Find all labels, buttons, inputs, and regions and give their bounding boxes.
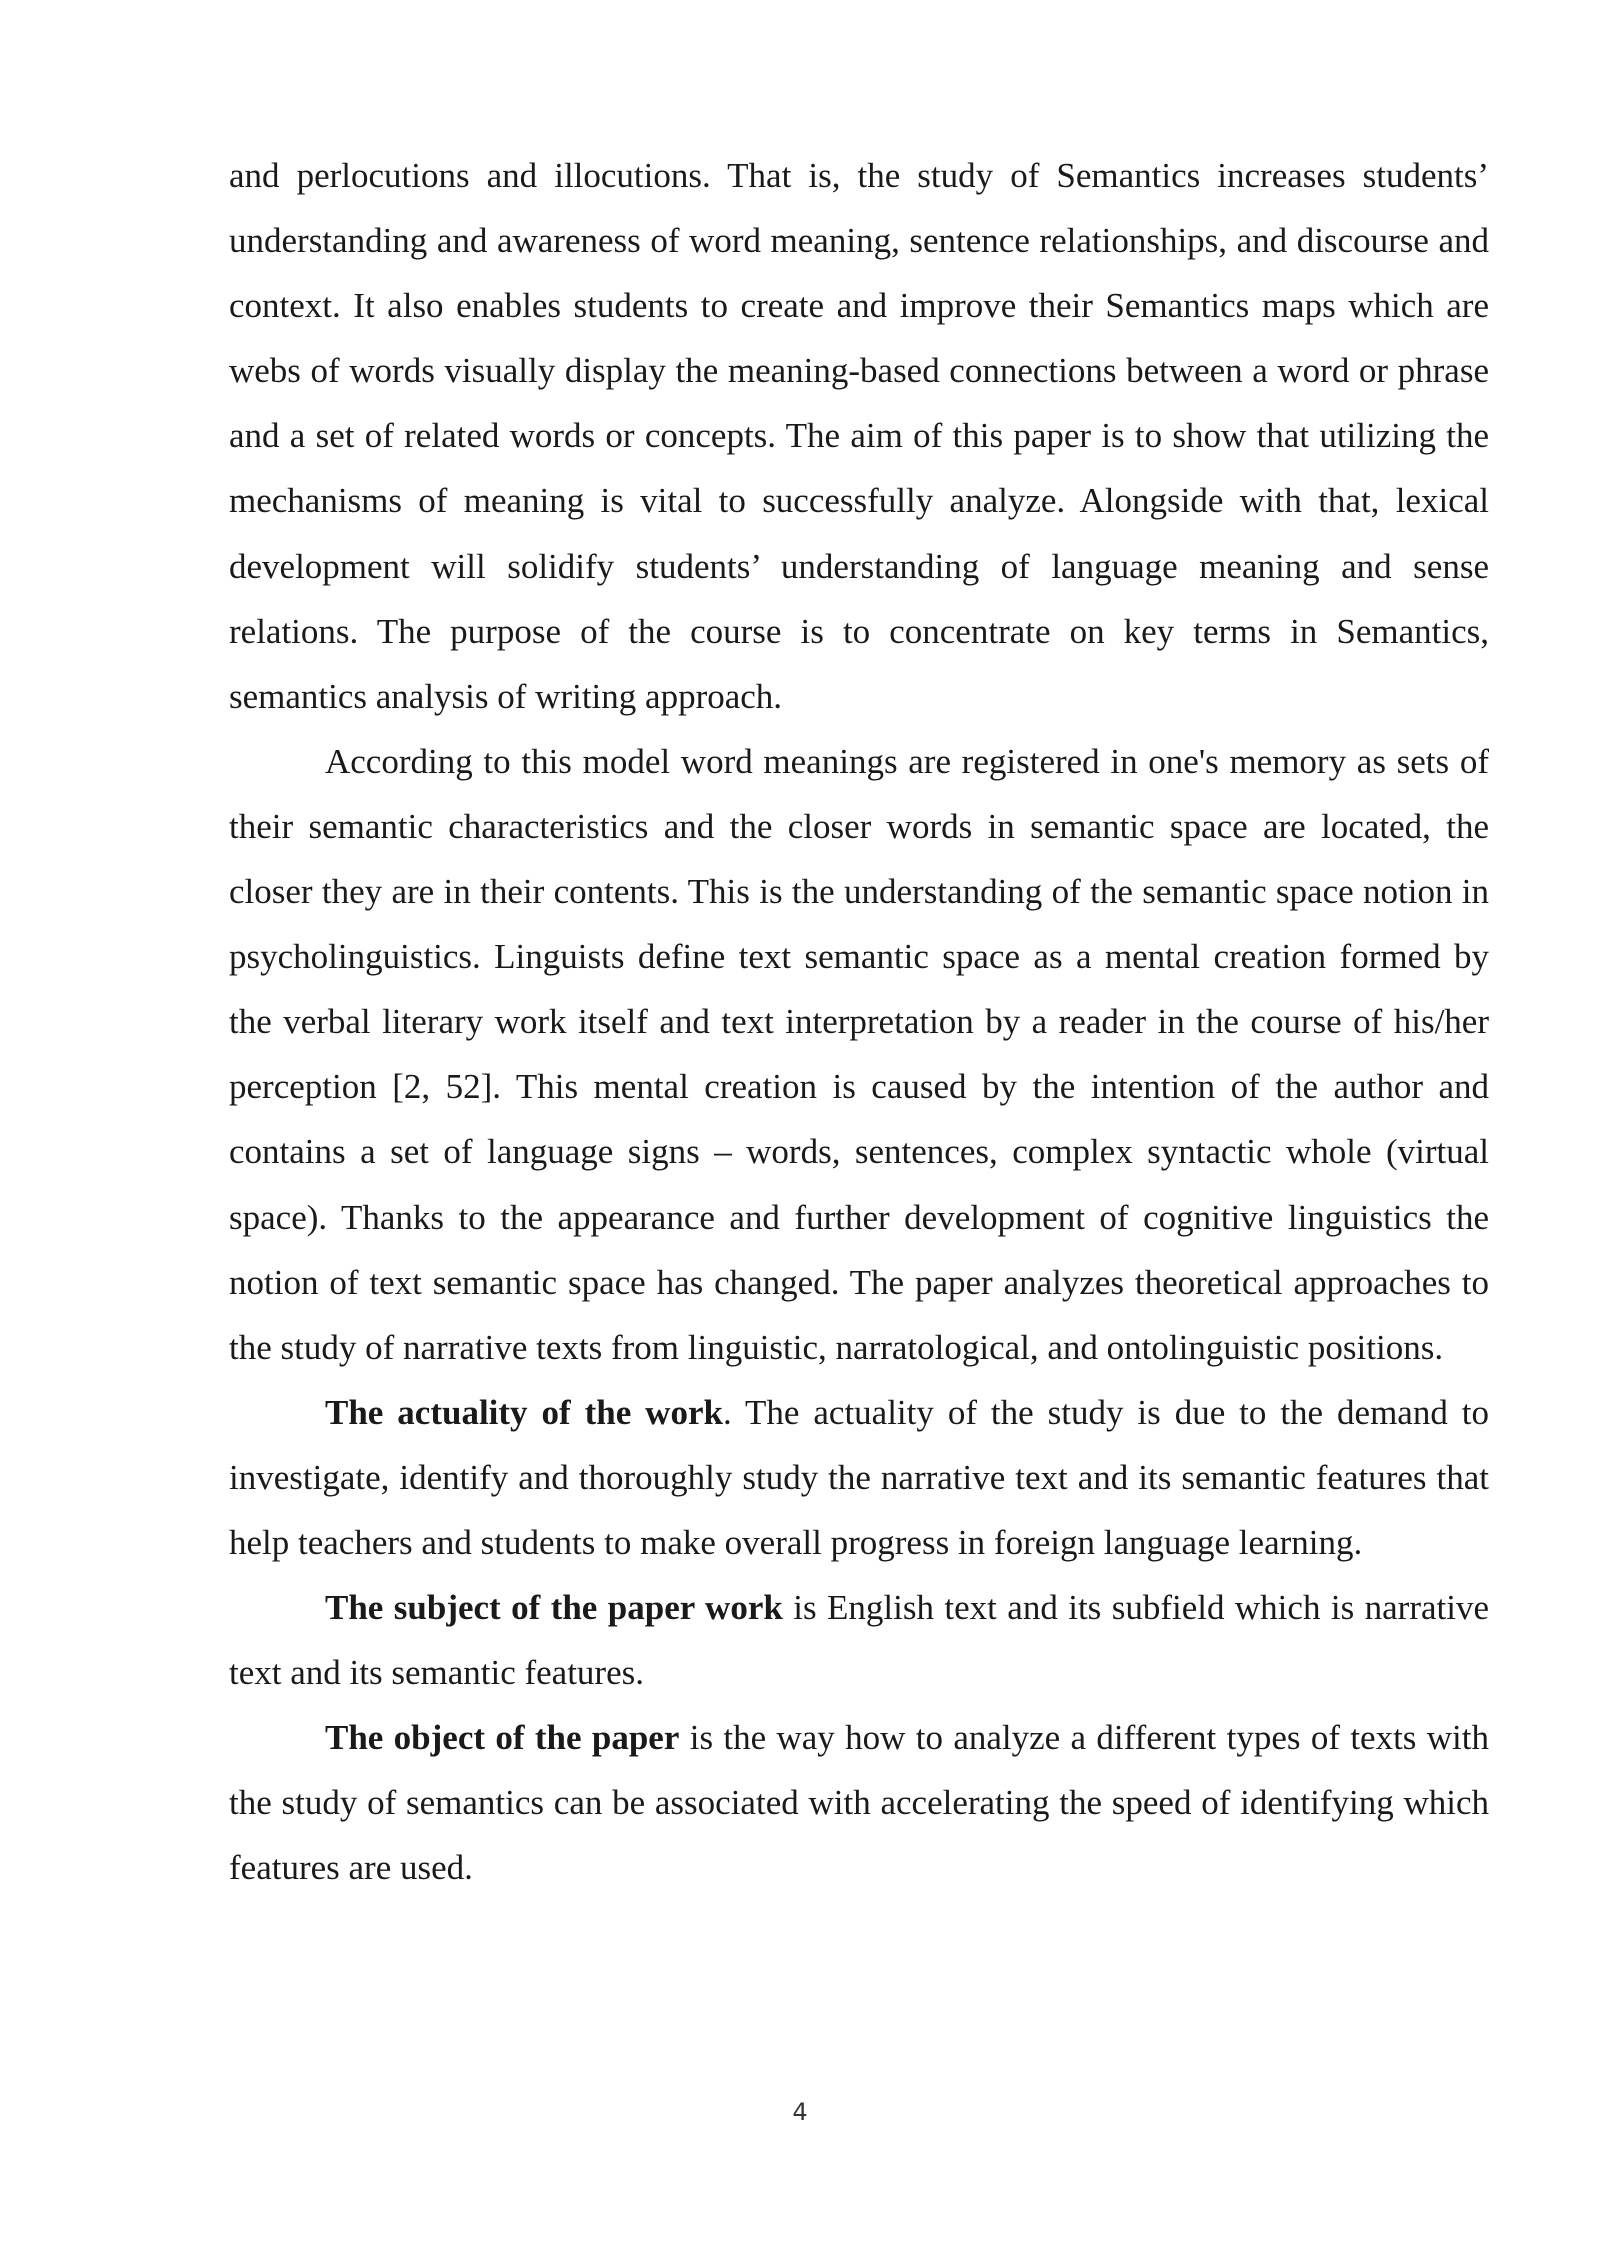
paragraph-subject [229,1575,1489,1705]
paragraph-heading: The object of the paper [325,1718,680,1758]
paragraph-text: is the way how to analyze a different types of texts with the study of semantics can be associated with accelerating the speed of identifying which features are used. [229,1718,1489,1888]
paragraph-text: and perlocutions and illocutions. That is, the study of Semantics increases students’ understanding and awareness of word meaning, sentence relationships, and discourse and context. It also enables students to create and improve their Semantics maps which are webs of words visually display the meaning-based connections between a word or phrase and a set of related words or concepts. The aim of this paper is to show that utilizing the mechanisms of meaning is vital to successfully analyze. Alongside with that, lexical development will solidify students’ understanding of language meaning and sense relations. The purpose of the course is to concentrate on key terms in Semantics, semantics analysis of writing approach. [229,156,1489,716]
paragraph-actuality [229,1380,1489,1575]
paragraph-heading: The actuality of the work [325,1392,723,1432]
page-number: 4 [792,2098,808,2126]
paragraph-text: . The actuality of the study is due to the demand to investigate, identify and thoroughly study the narrative text and its semantic features that help teachers and students to make overall progress in foreign language learning. [229,1392,1489,1562]
paragraph-text: is English text and its subfield which is narrative text and its semantic features. [229,1588,1489,1693]
paragraph-semantics-intro [229,143,1489,729]
paragraph-object [229,1705,1489,1900]
paragraph-semantic-space [229,729,1489,1380]
paragraph-text: According to this model word meanings are registered in one's memory as sets of their semantic characteristics and the closer words in semantic space are located, the closer they are in their contents. This is the understanding of the semantic space notion in psycholinguistics. Linguists define text semantic space as a mental creation formed by the verbal literary work itself and text interpretation by a reader in the course of his/her perception [2, 52]. This mental creation is caused by the intention of the author and contains a set of language signs – words, sentences, complex syntactic whole (virtual space). Thanks to the appearance and further development of cognitive linguistics the notion of text semantic space has changed. The paper analyzes theoretical approaches to the study of narrative texts from linguistic, narratological, and ontolinguistic positions. [229,741,1489,1367]
paragraph-heading: The subject of the paper work [325,1588,783,1628]
document-body [229,143,1489,1901]
